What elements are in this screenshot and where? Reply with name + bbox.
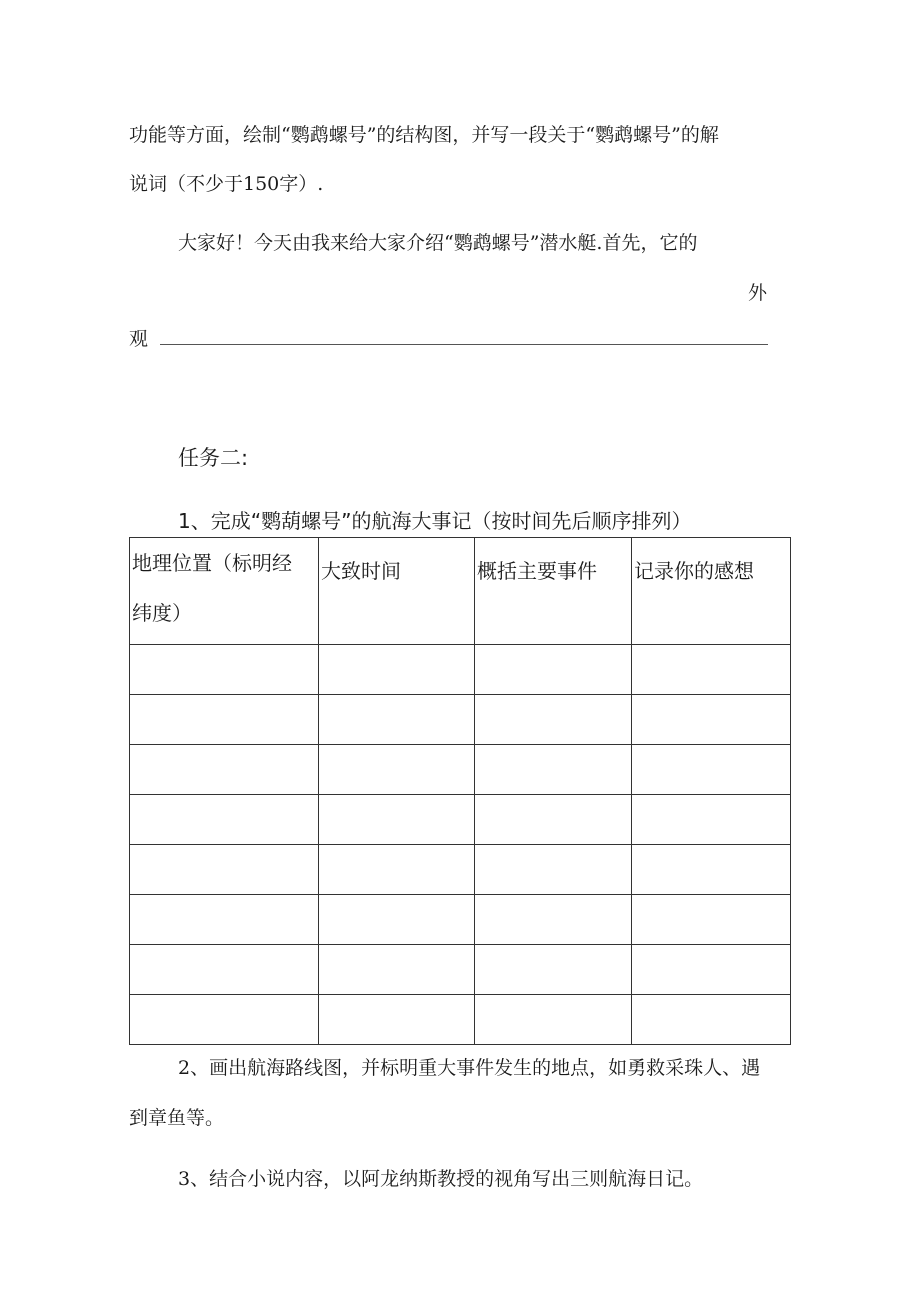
table-cell[interactable] bbox=[130, 745, 319, 795]
events-table bbox=[129, 537, 791, 1045]
table-body bbox=[130, 645, 791, 1045]
header-location bbox=[130, 538, 319, 645]
table-cell[interactable] bbox=[475, 795, 632, 845]
table-row bbox=[130, 995, 791, 1045]
task2-item-2-line-2: 到章鱼等。 bbox=[129, 1107, 225, 1129]
table-cell[interactable] bbox=[319, 745, 475, 795]
table-cell[interactable] bbox=[319, 645, 475, 695]
header-location-line-1: 地理位置（标明经 bbox=[132, 551, 292, 575]
table-cell[interactable] bbox=[130, 895, 319, 945]
task2-item-1: 1、完成“鹦葫螺号”的航海大事记（按时间先后顺序排列） bbox=[178, 509, 692, 533]
table-row bbox=[130, 745, 791, 795]
table-cell[interactable] bbox=[632, 895, 791, 945]
speech-line-2: 外 bbox=[748, 282, 768, 304]
intro-line-1: 功能等方面，绘制“鹦鹉螺号”的结构图，并写一段关于“鹦鹉螺号”的解 bbox=[129, 124, 719, 146]
answer-blank-line[interactable] bbox=[160, 344, 768, 345]
table-cell[interactable] bbox=[632, 945, 791, 995]
table-row bbox=[130, 845, 791, 895]
table-cell[interactable] bbox=[475, 695, 632, 745]
table-header-row bbox=[130, 538, 791, 645]
table-row bbox=[130, 695, 791, 745]
header-location-line-2: 纬度） bbox=[132, 601, 192, 625]
table-cell[interactable] bbox=[632, 645, 791, 695]
table-cell[interactable] bbox=[475, 645, 632, 695]
task2-item-3: 3、结合小说内容，以阿龙纳斯教授的视角写出三则航海日记。 bbox=[178, 1168, 704, 1190]
table-cell[interactable] bbox=[475, 845, 632, 895]
speech-line-1: 大家好！今天由我来给大家介绍“鹦鹉螺号”潜水艇.首先，它的 bbox=[178, 232, 698, 254]
table-cell[interactable] bbox=[475, 945, 632, 995]
table-cell[interactable] bbox=[319, 795, 475, 845]
task2-item-2-line-1: 2、画出航海路线图，并标明重大事件发生的地点，如勇救采珠人、遇 bbox=[178, 1057, 761, 1079]
table-cell[interactable] bbox=[632, 995, 791, 1045]
table-cell[interactable] bbox=[475, 745, 632, 795]
table-row bbox=[130, 795, 791, 845]
table-row bbox=[130, 645, 791, 695]
speech-line-3: 观 bbox=[129, 328, 149, 350]
header-thoughts: 记录你的感想 bbox=[632, 538, 791, 645]
table-cell[interactable] bbox=[475, 895, 632, 945]
table-cell[interactable] bbox=[130, 845, 319, 895]
table-row bbox=[130, 945, 791, 995]
header-time: 大致时间 bbox=[319, 538, 475, 645]
task2-heading: 任务二: bbox=[178, 446, 249, 470]
intro-line-2: 说词（不少于150字）. bbox=[129, 173, 324, 195]
table-cell[interactable] bbox=[319, 695, 475, 745]
table-cell[interactable] bbox=[319, 945, 475, 995]
table-row bbox=[130, 895, 791, 945]
table-cell[interactable] bbox=[130, 795, 319, 845]
table-cell[interactable] bbox=[130, 695, 319, 745]
table-cell[interactable] bbox=[319, 995, 475, 1045]
header-event: 概括主要事件 bbox=[475, 538, 632, 645]
table-cell[interactable] bbox=[632, 795, 791, 845]
table-cell[interactable] bbox=[319, 845, 475, 895]
table-cell[interactable] bbox=[130, 945, 319, 995]
table-cell[interactable] bbox=[319, 895, 475, 945]
table-cell[interactable] bbox=[632, 695, 791, 745]
table-cell[interactable] bbox=[130, 645, 319, 695]
table-cell[interactable] bbox=[632, 845, 791, 895]
table-cell[interactable] bbox=[475, 995, 632, 1045]
table-cell[interactable] bbox=[632, 745, 791, 795]
table-cell[interactable] bbox=[130, 995, 319, 1045]
